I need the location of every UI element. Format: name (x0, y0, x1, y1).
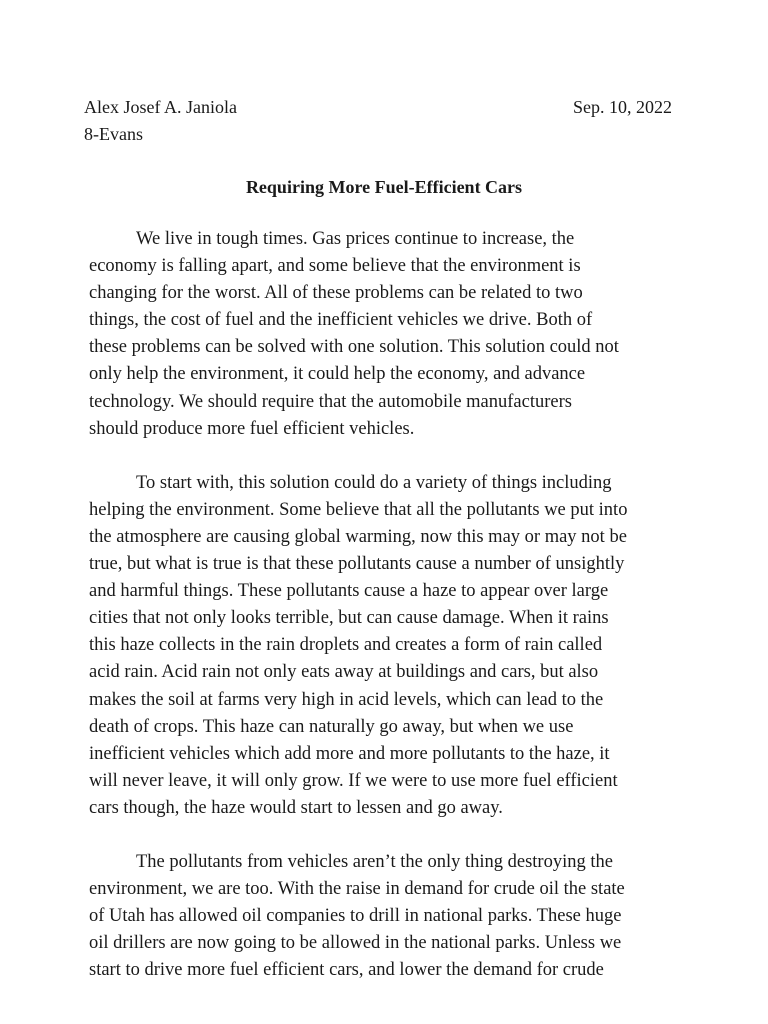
paragraph-line: The pollutants from vehicles aren’t the only thing destroying the (136, 851, 613, 872)
paragraph-3 (89, 849, 689, 984)
paragraph-line: things, the cost of fuel and the inefficient vehicles we drive. Both of (89, 310, 593, 331)
paragraph-line: should produce more fuel efficient vehicles. (89, 418, 415, 439)
paragraph-line: death of crops. This haze can naturally go away, but when we use (89, 716, 574, 737)
class-section: 8-Evans (84, 124, 143, 144)
author-name: Alex Josef A. Janiola (84, 97, 237, 117)
document-date: Sep. 10, 2022 (573, 97, 672, 117)
paragraph-2 (89, 470, 689, 822)
paragraph-line: oil drillers are now going to be allowed in the national parks. Unless we (89, 933, 622, 954)
essay-body (89, 226, 689, 1011)
paragraph-line: cars though, the haze would start to lessen and go away. (89, 797, 503, 818)
paragraph-line: economy is falling apart, and some believe that the environment is (89, 256, 581, 277)
paragraph-line: start to drive more fuel efficient cars, and lower the demand for crude (89, 960, 604, 981)
paragraph-line: inefficient vehicles which add more and more pollutants to the haze, it (89, 743, 610, 764)
paragraph-line: cities that not only looks terrible, but can cause damage. When it rains (89, 608, 609, 629)
paragraph-line: the atmosphere are causing global warming, now this may or may not be (89, 526, 627, 547)
paragraph-line: this haze collects in the rain droplets and creates a form of rain called (89, 635, 603, 656)
paragraph-1 (89, 226, 689, 443)
paragraph-line: environment, we are too. With the raise in demand for crude oil the state (89, 879, 625, 900)
paragraph-line: technology. We should require that the automobile manufacturers (89, 391, 572, 412)
paragraph-line: of Utah has allowed oil companies to drill in national parks. These huge (89, 906, 622, 927)
paragraph-line: true, but what is true is that these pollutants cause a number of unsightly (89, 554, 625, 575)
paragraph-line: helping the environment. Some believe that all the pollutants we put into (89, 499, 628, 520)
paragraph-line: only help the environment, it could help the economy, and advance (89, 364, 586, 385)
paragraph-line: makes the soil at farms very high in acid levels, which can lead to the (89, 689, 604, 710)
paragraph-line: will never leave, it will only grow. If we were to use more fuel efficient (89, 770, 618, 791)
paragraph-line: We live in tough times. Gas prices continue to increase, the (136, 229, 575, 249)
paragraph-line: changing for the worst. All of these problems can be related to two (89, 283, 583, 304)
paragraph-line: these problems can be solved with one solution. This solution could not (89, 337, 619, 358)
paragraph-line: and harmful things. These pollutants cause a haze to appear over large (89, 581, 609, 602)
paragraph-line: To start with, this solution could do a variety of things including (136, 472, 612, 493)
essay-title: Requiring More Fuel-Efficient Cars (245, 177, 523, 197)
paragraph-line: acid rain. Acid rain not only eats away at buildings and cars, but also (89, 662, 599, 683)
